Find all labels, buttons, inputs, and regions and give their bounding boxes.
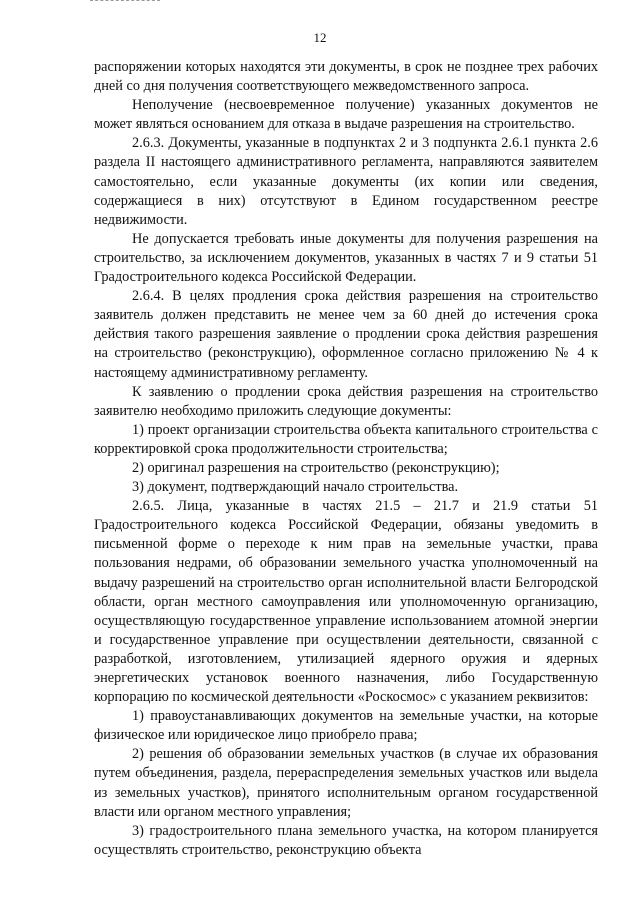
page-number: 12 xyxy=(313,30,327,45)
requisite-item-2: 2) решения об образовании земельных участков (в случае их образования путем объединения, раздела, перераспределения земельных участков или выдела из земельных участков), принятого исполнительным органом государственной власти или органом местного управления; xyxy=(94,746,598,820)
requisite-item-1: 1) правоустанавливающих документов на земельные участки, на которые физическое или юридическое лицо приобрело права; xyxy=(94,708,598,744)
list-item-1: 1) проект организации строительства объекта капитального строительства с корректировкой срока продолжительности строительства; xyxy=(94,421,598,457)
paragraph-attachments-intro: К заявлению о продлении срока действия разрешения на строительство заявителю необходимо приложить следующие документы: xyxy=(94,383,598,419)
list-item-2: 2) оригинал разрешения на строительство (реконструкцию); xyxy=(132,459,500,476)
document-body xyxy=(94,58,598,860)
paragraph-prohibition: Не допускается требовать иные документы для получения разрешения на строительство, за исключением документов, указанных в частях 7 и 9 статьи 51 Градостроительного кодекса Российской Федерации. xyxy=(94,230,598,286)
top-edge-mark xyxy=(90,0,160,3)
paragraph-2-6-4: 2.6.4. В целях продления срока действия разрешения на строительство заявитель должен представить не менее чем за 60 дней до истечения срока действия такого разрешения заявление о продлении срока действия разрешения на строительство (реконструкцию), оформленное согласно приложению № 4 к настоящему административному регламенту. xyxy=(94,288,598,381)
paragraph-continuation: распоряжении которых находятся эти документы, в срок не позднее трех рабочих дней со дня получения соответствующего межведомственного запроса. xyxy=(94,59,598,95)
paragraph-nonreceipt: Неполучение (несвоевременное получение) указанных документов не может являться основанием для отказа в выдаче разрешения на строительство. xyxy=(94,97,598,133)
requisite-item-3: 3) градостроительного плана земельного участка, на котором планируется осуществлять строительство, реконструкцию объекта xyxy=(94,822,598,858)
paragraph-2-6-3: 2.6.3. Документы, указанные в подпунктах 2 и 3 подпункта 2.6.1 пункта 2.6 раздела II настоящего административного регламента, направляются заявителем самостоятельно, если указанные документы (их копии или сведения, содержащиеся в них) отсутствуют в Едином государственном реестре недвижимости. xyxy=(94,135,598,228)
list-item-3: 3) документ, подтверждающий начало строительства. xyxy=(132,479,459,496)
paragraph-2-6-5: 2.6.5. Лица, указанные в частях 21.5 – 21.7 и 21.9 статьи 51 Градостроительного кодекса Российской Федерации, обязаны уведомить в письменной форме о переходе к ним прав на земельные участки, права пользования недрами, об образовании земельного участка уполномоченный на выдачу разрешений на строительство орган исполнительной власти Белгородской области, орган местного самоуправления или уполномоченную организацию, осуществляющую государственное управление использованием атомной энергии и государственное управление при осуществлении деятельности, связанной с разработкой, изготовлением, утилизацией ядерного оружия и ядерных энергетических установок военного назначения, либо Государственную корпорацию по космической деятельности «Роскосмос» с указанием реквизитов: xyxy=(94,498,598,706)
